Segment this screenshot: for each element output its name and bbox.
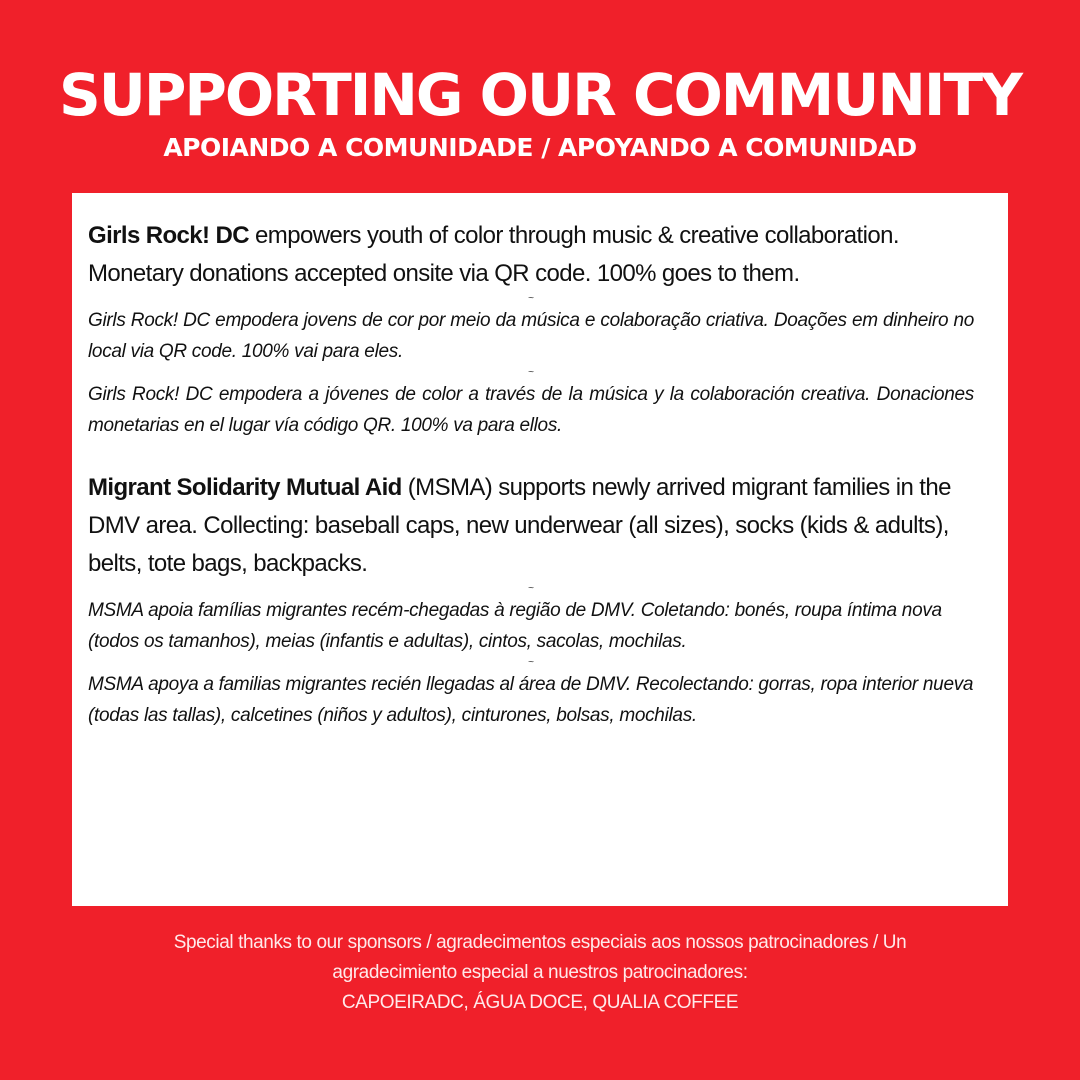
separator-tilde: ~ [528,367,534,378]
separator-tilde: ~ [528,657,534,668]
org-description-en [88,469,974,583]
org-description-en-text: empowers youth of color through music & creative collaboration. Monetary donations accepted onsite via QR code. 100% goes to them. [88,222,899,287]
org-description-pt: MSMA apoia famílias migrantes recém-chegadas à região de DMV. Coletando: bonés, roupa íntima nova (todos os tamanhos), meias (infantis e adultas), cintos, sacolas, mochilas. [88,600,942,652]
org-description-en [88,217,974,293]
header [0,60,1080,164]
org-description-es: Girls Rock! DC empodera a jóvenes de color a través de la música y la colaboración creativa. Donaciones monetarias en el lugar vía código QR. 100% va para ellos. [88,384,974,436]
page-subtitle: APOIANDO A COMUNIDADE / APOYANDO A COMUNIDAD [163,133,917,162]
org-description-pt: Girls Rock! DC empodera jovens de cor por meio da música e colaboração criativa. Doações em dinheiro no local via QR code. 100% vai para eles. [88,310,974,362]
org-description-es: MSMA apoya a familias migrantes recién llegadas al área de DMV. Recolectando: gorras, ropa interior nueva (todas las tallas), calcetines (niños y adultos), cinturones, bolsas, mochilas. [88,674,974,726]
org-description-en-text: (MSMA) supports newly arrived migrant families in the DMV area. Collecting: baseball caps, new underwear (all sizes), socks (kids & adults), belts, tote bags, backpacks. [88,474,951,577]
org-name: Girls Rock! DC [88,222,249,249]
sponsor-list: CAPOEIRADC, ÁGUA DOCE, QUALIA COFFEE [341,992,739,1013]
thanks-line-2: agradecimiento especial a nuestros patrocinadores: [332,962,748,983]
page-title: SUPPORTING OUR COMMUNITY [58,61,1022,129]
org-girls-rock [88,217,974,441]
thanks-line-1: Special thanks to our sponsors / agradecimentos especiais aos nossos patrocinadores / Un [173,932,907,953]
separator-tilde: ~ [528,293,534,304]
separator-tilde: ~ [528,583,534,594]
footer [0,928,1080,1018]
org-name: Migrant Solidarity Mutual Aid [88,474,402,501]
org-msma [88,469,974,731]
content-card [72,193,1008,906]
